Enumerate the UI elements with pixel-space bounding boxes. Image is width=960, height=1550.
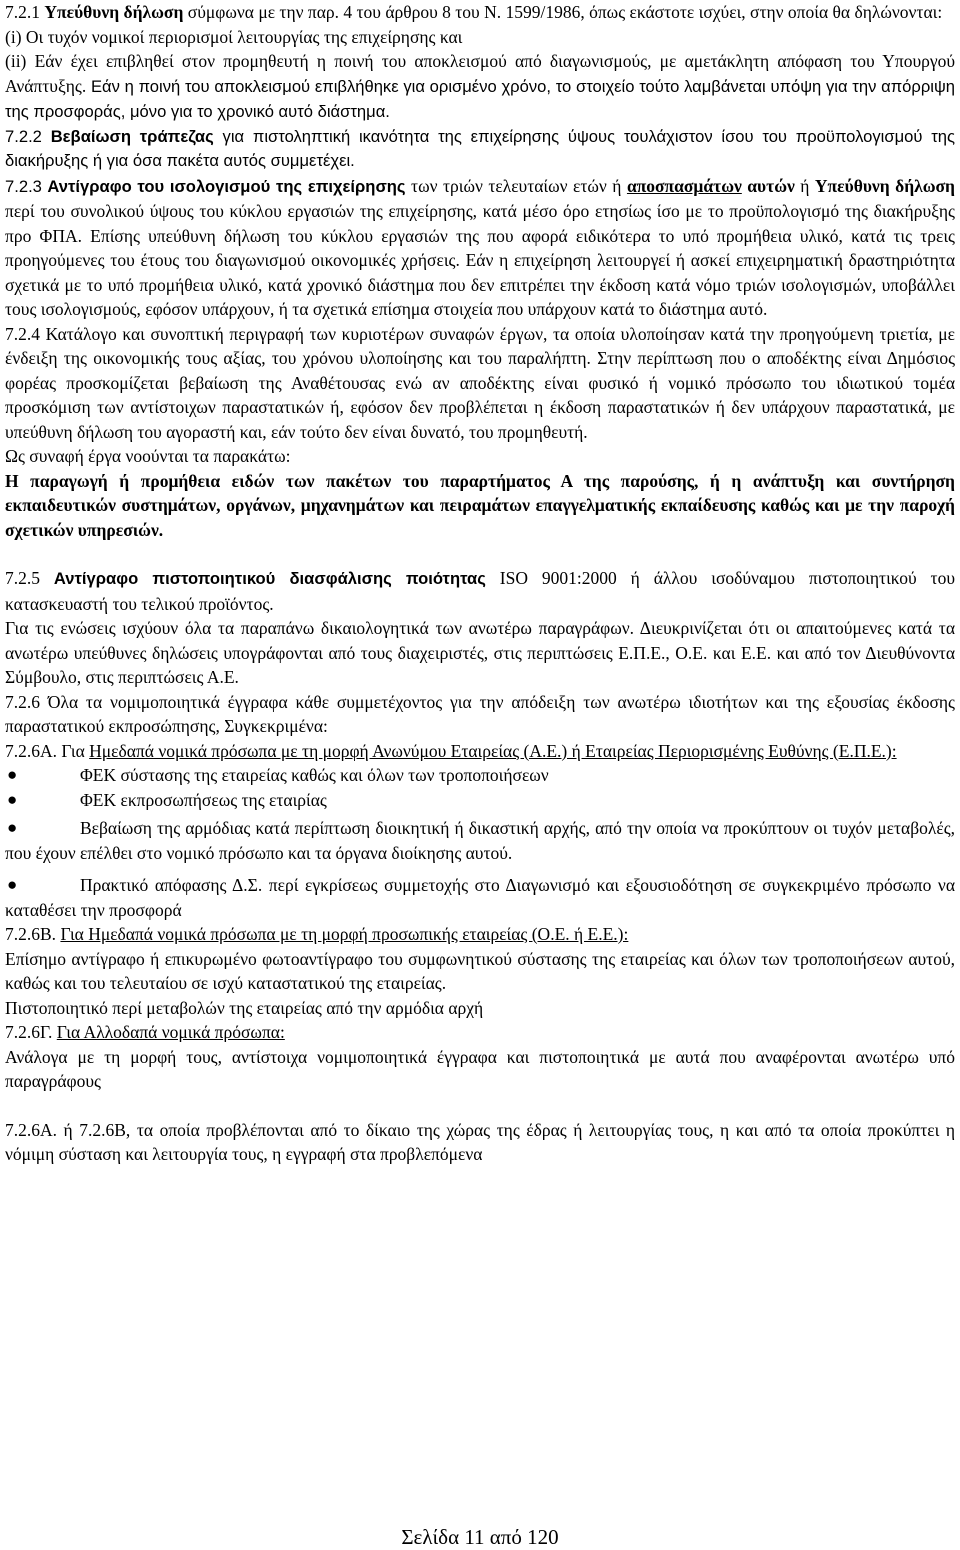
spacer bbox=[5, 542, 955, 566]
paragraph-7-2-1-ii: (ii) Εάν έχει επιβληθεί στον προμηθευτή η ποινή του αποκλεισμού από διαγωνισμούς, με αμετάκλητη απόφαση του Υπουργού Ανάπτυξης. Εάν η ποινή του αποκλεισμού επιβλήθηκε για ορισμένο χρόνο, το στοιχείο τούτο λαμβάνεται υπόψη για την απόρριψη της προσφοράς, μόνο για το χρονικό αυτό διάστημα. bbox=[5, 51, 955, 121]
related-works-intro: Ως συναφή έργα νοούνται τα παρακάτω: bbox=[5, 446, 291, 466]
paragraph-continuation: 7.2.6Α. ή 7.2.6Β, τα οποία προβλέπονται από το δίκαιο της χώρας της έδρας ή λειτουργίας τους, η και από τα οποία προκύπτει η νόμιμη σύσταση και λειτουργία τους, η εγγραφή στα προβλεπόμενα bbox=[5, 1119, 955, 1164]
paragraph-7-2-1-i: (i) Οι τυχόν νομικοί περιορισμοί λειτουργίας της επιχείρησης και bbox=[5, 26, 463, 47]
bullet-icon: ● bbox=[7, 765, 18, 784]
list-item: ● Πρακτικό απόφασης Δ.Σ. περί εγκρίσεως συμμετοχής στο Διαγωνισμό και εξουσιοδότηση σε συγκεκριμένο πρόσωπο να καταθέσει την προσφορά bbox=[5, 875, 955, 920]
section-title: Βεβαίωση τράπεζας bbox=[50, 126, 214, 146]
list-item: ● ΦΕΚ σύστασης της εταιρείας καθώς και όλων των τροποποιήσεων bbox=[5, 763, 955, 788]
spacer bbox=[5, 1094, 955, 1118]
section-number: 7.2.1 bbox=[5, 2, 40, 22]
documents-list bbox=[5, 763, 955, 922]
paragraph-7-2-6b-certificate: Πιστοποιητικό περί μεταβολών της εταιρείας από την αρμόδια αρχή bbox=[5, 997, 484, 1018]
section-heading: Για Αλλοδαπά νομικά πρόσωπα: bbox=[56, 1022, 285, 1042]
section-number: 7.2.5 bbox=[5, 568, 40, 588]
page-footer: Σελίδα 11 από 120 bbox=[401, 1525, 559, 1549]
section-title: Αντίγραφο του ισολογισμού της επιχείρησης bbox=[47, 176, 406, 196]
bullet-icon: ● bbox=[7, 789, 18, 809]
section-title: Αντίγραφο πιστοποιητικού διασφάλισης ποιότητας bbox=[53, 569, 486, 588]
section-number: 7.2.3 bbox=[5, 176, 42, 196]
paragraph-7-2-6c-heading: 7.2.6Γ. Για Αλλοδαπά νομικά πρόσωπα: bbox=[5, 1022, 285, 1042]
paragraph-7-2-1: 7.2.1 Υπεύθυνη δήλωση σύμφωνα με την παρ. 4 του άρθρου 8 του Ν. 1599/1986, όπως εκάστοτε ισχύει, στην οποία θα δηλώνονται: bbox=[5, 2, 943, 22]
paragraph-7-2-4: 7.2.4 Κατάλογο και συνοπτική περιγραφή των κυριοτέρων συναφών έργων, τα οποία υλοποίησαν κατά την προηγούμενη τριετία, με ένδειξη της οικονομικής τους αξίας, του χρόνου υλοποίησης και του παραλήπτη. Στην περίπτωση που ο αποδέκτης είναι Δημόσιος φορέας προσκομίζεται βεβαίωση της Αναθέτουσας ενώ αν αποδέκτης είναι φυσικό ή νομικό πρόσωπο του ιδιωτικού τομέα προσκόμιση των αντίστοιχων παραστατικών ή, εφόσον δεν προβλέπεται η έκδοση παραστατικών ή δεν υπάρχουν παραστατικά, με υπεύθυνη δήλωση του αγοραστή και, εάν τούτο δεν είναι δυνατό, του προμηθευτή. bbox=[5, 323, 955, 442]
paragraph-7-2-6b-text: Επίσημο αντίγραφο ή επικυρωμένο φωτοαντίγραφο του συμφωνητικού σύστασης της εταιρείας και όλων των τροποποιήσεων αυτού, καθώς και του τελευταίου σε ισχύ καταστατικού της εταιρείας. bbox=[5, 948, 955, 993]
related-works-definition: Η παραγωγή ή προμήθεια ειδών των πακέτων του παραρτήματος Α της παρούσης, ή η ανάπτυξη και συντήρηση εκπαιδευτικών συστημάτων, οργάνων, μηχανημάτων και πειραμάτων επαγγελματικής εκπαίδευσης καθώς και με την παροχή σχετικών υπηρεσιών. bbox=[5, 470, 955, 540]
section-number: 7.2.2 bbox=[5, 126, 42, 146]
paragraph-unions: Για τις ενώσεις ισχύουν όλα τα παραπάνω δικαιολογητικά των ανωτέρω παραγράφων. Διευκρινίζεται ότι οι απαιτούμενες κατά τα ανωτέρω υπεύθυνες δηλώσεις υπογράφονται από τους διαχειριστές, στις περιπτώσεις Ε.Π.Ε., Ο.Ε. και Ε.Ε. και από τον Διευθύνοντα Σύμβουλο, στις περιπτώσεις Α.Ε. bbox=[5, 618, 955, 687]
document-body bbox=[5, 0, 955, 1167]
paragraph-7-2-6a: 7.2.6Α. Για Ημεδαπά νομικά πρόσωπα με τη μορφή Ανωνύμου Εταιρείας (Α.Ε.) ή Εταιρείας Περιορισμένης Ευθύνης (Ε.Π.Ε.): bbox=[5, 740, 897, 761]
section-title: Υπεύθυνη δήλωση bbox=[44, 2, 184, 22]
section-heading: Ημεδαπά νομικά πρόσωπα με τη μορφή Ανωνύμου Εταιρείας (Α.Ε.) ή Εταιρείας Περιορισμένης Ευθύνης (Ε.Π.Ε.): bbox=[89, 740, 897, 761]
paragraph-7-2-2: 7.2.2 Βεβαίωση τράπεζας για πιστοληπτική ικανότητα της επιχείρησης ύψους τουλάχιστον ίσου του προϋπολογισμού της διακήρυξης ή για όσα πακέτα αυτός συμμετέχει. bbox=[5, 126, 955, 170]
paragraph-7-2-6c-text: Ανάλογα με τη μορφή τους, αντίστοιχα νομιμοποιητικά έγγραφα και πιστοποιητικά με αυτά που αναφέρονται ανωτέρω υπό παραγράφους bbox=[5, 1046, 955, 1091]
paragraph-7-2-5: 7.2.5 Αντίγραφο πιστοποιητικού διασφάλισης ποιότητας ISO 9001:2000 ή άλλου ισοδύναμου πιστοποιητικού του κατασκευαστή του τελικού προϊόντος. bbox=[5, 568, 955, 614]
paragraph-7-2-6: 7.2.6 Όλα τα νομιμοποιητικά έγγραφα κάθε συμμετέχοντος για την απόδειξη των ανωτέρω ιδιοτήτων και της εξουσίας έκδοσης παραστατικού εκπροσώπησης, Συγκεκριμένα: bbox=[5, 691, 955, 736]
bullet-icon: ● bbox=[7, 875, 18, 894]
paragraph-7-2-6b-heading: 7.2.6Β. Για Ημεδαπά νομικά πρόσωπα με τη μορφή προσωπικής εταιρείας (Ο.Ε. ή Ε.Ε.): bbox=[5, 924, 629, 944]
list-item: ● ΦΕΚ εκπροσωπήσεως της εταιρίας bbox=[5, 788, 955, 813]
bullet-icon: ● bbox=[7, 818, 18, 837]
paragraph-7-2-3: 7.2.3 Αντίγραφο του ισολογισμού της επιχείρησης των τριών τελευταίων ετών ή αποσπασμάτων αυτών ή Υπεύθυνη δήλωση περί του συνολικού ύψους του κύκλου εργασιών της επιχείρησης, κατά μέσο όρο ετησίως ίσο με το προϋπολογισμό της διακήρυξης προ ΦΠΑ. Επίσης υπεύθυνη δήλωση του κύκλου εργασιών της που αφορά ειδικότερα το υπό προμήθεια υλικό, κατά τις τρεις προηγούμενες του έτους του διαγωνισμού οικονομικές χρήσεις. Εάν η επιχείρηση λειτουργεί ή ασκεί επιχειρηματική δραστηριότητα σχετικά με το υπό προμήθεια υλικό, κατά χρονικό διάστημα που δεν επιτρέπει την έκδοση κατά νόμο τριών ισολογισμών, υποβάλλει τους ισολογισμούς, εφόσον υπάρχουν, ή τα σχετικά επίσημα στοιχεία που υπάρχουν κατά το διάστημα αυτό. bbox=[5, 175, 955, 319]
section-heading: Για Ημεδαπά νομικά πρόσωπα με τη μορφή προσωπικής εταιρείας (Ο.Ε. ή Ε.Ε.): bbox=[60, 924, 629, 944]
list-item: ● Βεβαίωση της αρμόδιας κατά περίπτωση διοικητική ή δικαστική αρχής, από την οποία να προκύπτουν οι τυχόν μεταβολές, που έχουν επέλθει στο νομικό πρόσωπο και τα όργανα διοίκησης αυτού. bbox=[5, 818, 955, 863]
